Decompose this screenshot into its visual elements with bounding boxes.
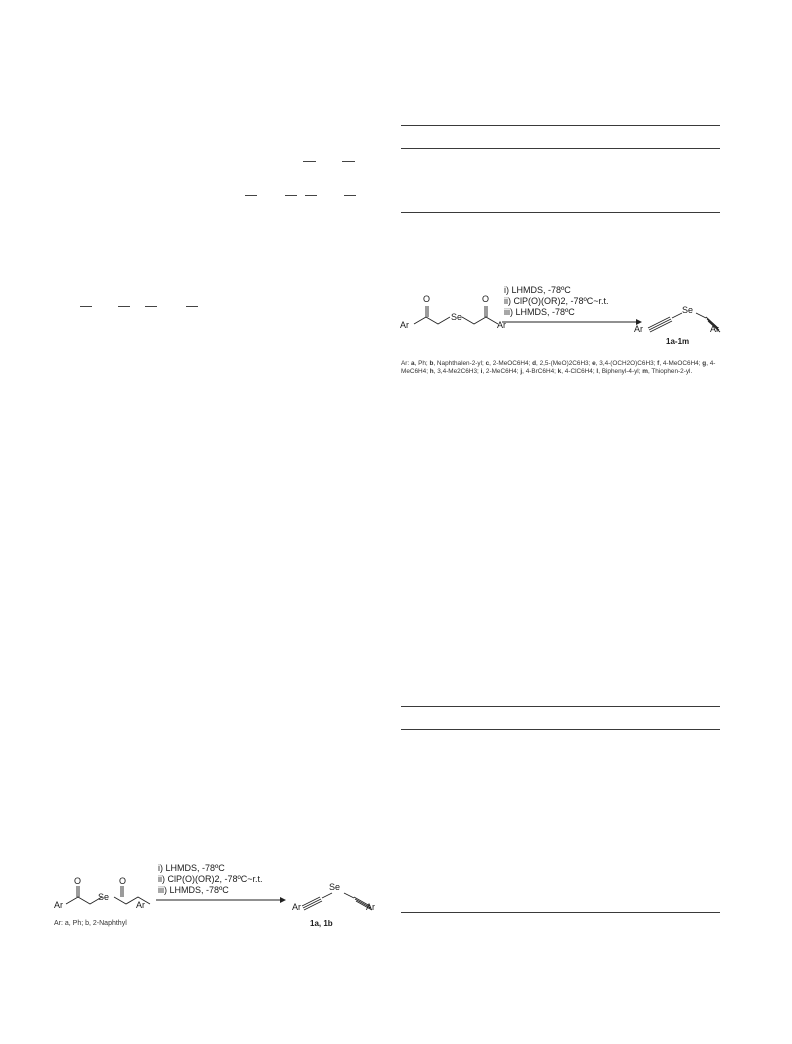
caption-key: b <box>427 360 434 367</box>
caption-key: f <box>655 360 660 367</box>
reagent-line: i) LHMDS, -78ºC <box>504 285 571 295</box>
caption-substituent: , 4-BrC6H4; <box>522 368 556 376</box>
atom-label-ar: Ar <box>54 900 63 910</box>
caption-key: g <box>700 360 707 367</box>
table-rule-top <box>401 125 720 126</box>
reagent-line: ii) ClP(O)(OR)2, -78ºC~r.t. <box>504 296 609 306</box>
atom-label-ar: Ar <box>497 320 506 330</box>
caption-substituent: , Biphenyl-4-yl; <box>598 368 641 376</box>
caption-key: l <box>594 368 599 376</box>
caption-substituent: , 2-MeC6H4; <box>482 368 519 376</box>
caption-substituent: , 3,4-(OCH2O)C6H3; <box>595 360 656 367</box>
scheme-top-caption <box>401 360 725 376</box>
overbar-mark <box>186 306 198 307</box>
caption-key: i <box>478 368 483 376</box>
caption-substituent: , 2-MeOC6H4; <box>489 360 531 367</box>
caption-substituent: , 4-MeC6H4; <box>401 360 716 376</box>
atom-label-o: O <box>482 294 490 304</box>
atom-label-ar: Ar <box>634 324 643 334</box>
overbar-mark <box>305 195 317 196</box>
overbar-mark <box>342 161 355 162</box>
overbar-mark <box>80 306 92 307</box>
caption-key: a <box>410 360 415 367</box>
caption-substituent: , Ph; <box>414 360 428 367</box>
atom-label-se: Se <box>682 305 694 315</box>
caption-key: c <box>483 360 490 367</box>
product-label: 1a-1m <box>666 337 690 346</box>
atom-label-ar: Ar <box>710 324 719 334</box>
product-label: 1a, 1b <box>310 919 333 928</box>
overbar-mark <box>344 195 356 196</box>
caption-substituent: , 3,4-Me2C6H3; <box>433 368 479 376</box>
table-rule-bottom <box>401 912 720 913</box>
caption-key: j <box>518 368 523 376</box>
atom-label-o: O <box>74 876 82 886</box>
table-rule-header <box>401 148 720 149</box>
overbar-mark <box>285 195 297 196</box>
overbar-mark <box>245 195 257 196</box>
overbar-mark <box>118 306 130 307</box>
caption-substituent: , 4-MeOC6H4; <box>659 360 701 367</box>
caption-items <box>401 360 715 375</box>
caption-key: h <box>428 368 434 376</box>
overbar-mark <box>303 161 316 162</box>
caption-substituent: , 2,5-(MeO)2C6H3; <box>536 360 591 367</box>
reagent-line: ii) ClP(O)(OR)2, -78ºC~r.t. <box>158 874 263 884</box>
atom-label-se: Se <box>98 892 110 902</box>
caption-prefix: Ar: <box>401 360 410 367</box>
overbar-mark <box>145 306 157 307</box>
caption-key: d <box>530 360 537 367</box>
atom-label-ar: Ar <box>400 320 409 330</box>
atom-label-o: O <box>119 876 127 886</box>
atom-label-ar: Ar <box>366 902 375 912</box>
caption-key: k <box>555 368 562 376</box>
caption-key: e <box>590 360 596 367</box>
scheme-bottom <box>52 860 392 940</box>
scheme-bottom-caption: Ar: a, Ph; b, 2-Naphthyl <box>54 920 127 927</box>
caption-key: m <box>640 368 648 376</box>
atom-label-se: Se <box>329 882 341 892</box>
caption-substituent: , Thiophen-2-yl. <box>647 368 693 376</box>
table-rule-bottom <box>401 212 720 213</box>
table-rule-header <box>401 729 720 730</box>
caption-substituent: , Naphthalen-2-yl; <box>433 360 484 367</box>
atom-label-ar: Ar <box>292 902 301 912</box>
table-rule-top <box>401 706 720 707</box>
reagent-line: i) LHMDS, -78ºC <box>158 863 225 873</box>
atom-label-ar: Ar <box>136 900 145 910</box>
atom-label-se: Se <box>451 312 463 322</box>
atom-label-o: O <box>423 294 431 304</box>
reagent-line: iii) LHMDS, -78ºC <box>504 307 575 317</box>
reagent-line: iii) LHMDS, -78ºC <box>158 885 229 895</box>
caption-substituent: , 4-ClC6H4; <box>561 368 595 376</box>
